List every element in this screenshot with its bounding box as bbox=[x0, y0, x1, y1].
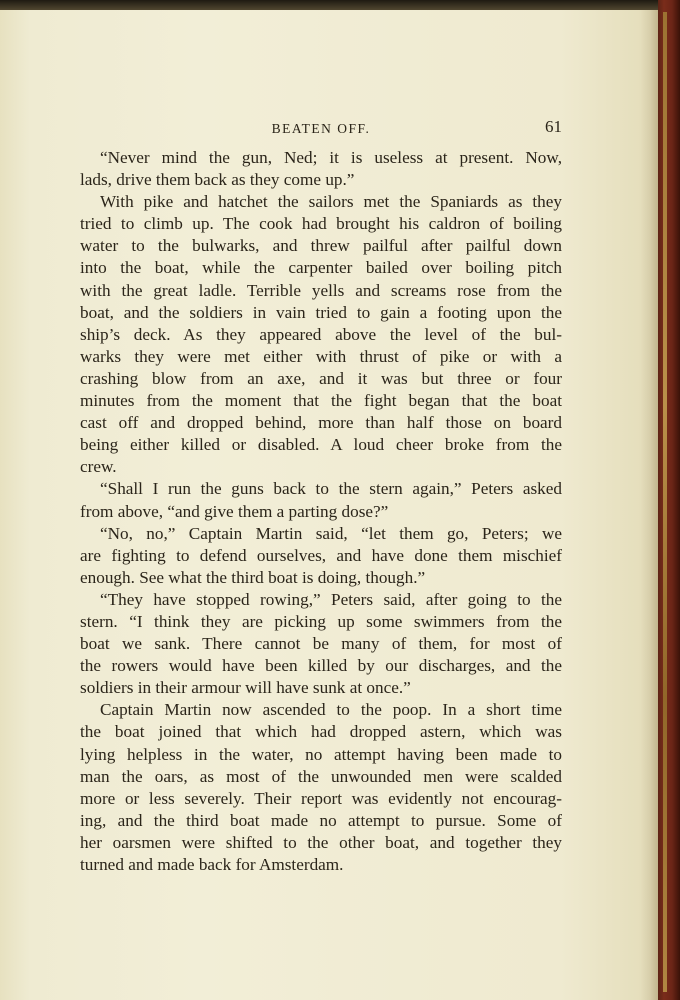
text-line: ing, and the third boat made no attempt to pursue. Some of bbox=[80, 810, 562, 830]
text-line: crew. bbox=[80, 457, 117, 477]
text-line: boat, and the soldiers in vain tried to gain a footing upon the bbox=[80, 302, 562, 322]
text-line: “Never mind the gun, Ned; it is useless at present. Now, bbox=[100, 148, 562, 167]
page-number: 61 bbox=[545, 117, 562, 136]
text-line: “They have stopped rowing,” Peters said, after going to the bbox=[100, 589, 562, 609]
text-line: enough. See what the third boat is doing, though.” bbox=[80, 567, 426, 587]
text-line: the rowers would have been killed by our discharges, and the bbox=[80, 656, 562, 676]
text-line: water to the bulwarks, and threw pailful after pailful down bbox=[80, 236, 562, 256]
running-head bbox=[80, 117, 562, 141]
text-line: more or less severely. Their report was evidently not encourag- bbox=[80, 788, 562, 808]
book-cover-edge bbox=[658, 0, 680, 1000]
cover-gilt-line bbox=[663, 12, 667, 992]
text-line: her oarsmen were shifted to the other boat, and together they bbox=[80, 832, 562, 852]
text-line: Captain Martin now ascended to the poop. In a short time bbox=[100, 700, 562, 720]
text-line: soldiers in their armour will have sunk at once.” bbox=[80, 678, 411, 698]
text-line: “No, no,” Captain Martin said, “let them go, Peters; we bbox=[100, 523, 562, 543]
body-text bbox=[80, 147, 562, 876]
text-line: from above, “and give them a parting dose?” bbox=[80, 501, 389, 521]
text-line: cast off and dropped behind, more than half those on board bbox=[80, 413, 562, 433]
text-line: “Shall I run the guns back to the stern again,” Peters asked bbox=[100, 479, 562, 499]
text-line: With pike and hatchet the sailors met the Spaniards as they bbox=[100, 192, 562, 212]
text-line: turned and made back for Amsterdam. bbox=[80, 855, 344, 874]
text-line: tried to climb up. The cook had brought his caldron of boiling bbox=[80, 214, 562, 234]
text-line: minutes from the moment that the fight began that the boat bbox=[80, 391, 562, 411]
text-line: stern. “I think they are picking up some swimmers from the bbox=[80, 611, 562, 631]
text-line: the boat joined that which had dropped astern, which was bbox=[80, 722, 562, 742]
text-line: man the oars, as most of the unwounded men were scalded bbox=[80, 766, 562, 786]
text-line: into the boat, while the carpenter bailed over boiling pitch bbox=[80, 258, 562, 278]
text-line: with the great ladle. Terrible yells and screams rose from the bbox=[80, 280, 562, 300]
chapter-running-title: BEATEN OFF. bbox=[271, 121, 371, 136]
page-gutter-shade bbox=[640, 10, 658, 1000]
text-line: crashing blow from an axe, and it was but three or four bbox=[80, 368, 562, 388]
text-line: being either killed or disabled. A loud cheer broke from the bbox=[80, 435, 562, 455]
text-line: boat we sank. There cannot be many of them, for most of bbox=[80, 634, 562, 654]
text-line: are fighting to defend ourselves, and have done them mischief bbox=[80, 545, 562, 565]
text-line: ship’s deck. As they appeared above the level of the bul- bbox=[80, 324, 562, 344]
text-line: warks they were met either with thrust of pike or with a bbox=[80, 346, 562, 366]
text-line: lying helpless in the water, no attempt having been made to bbox=[80, 744, 562, 764]
text-line: lads, drive them back as they come up.” bbox=[80, 170, 355, 190]
